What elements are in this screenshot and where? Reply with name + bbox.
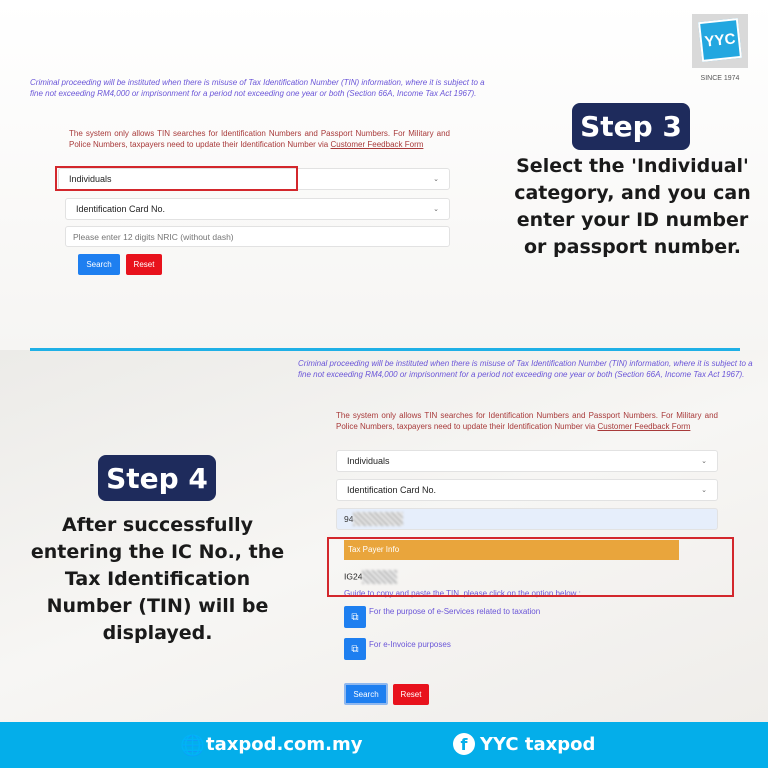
feedback-link[interactable]: Customer Feedback Form xyxy=(330,140,424,149)
chevron-down-icon: ⌄ xyxy=(701,458,707,465)
divider xyxy=(30,348,740,351)
highlight-box xyxy=(327,537,734,597)
copy-icon[interactable]: ⧉ xyxy=(344,638,366,660)
desc-line: displayed. xyxy=(102,622,213,644)
desc-line: enter your ID number xyxy=(516,209,749,231)
search-button[interactable]: Search xyxy=(78,254,120,275)
desc-line: After successfully xyxy=(62,514,253,536)
desc-line: or passport number. xyxy=(523,236,741,258)
step3-description xyxy=(500,153,765,261)
chevron-down-icon: ⌄ xyxy=(701,487,707,494)
category-value: Individuals xyxy=(69,174,112,184)
category-select[interactable] xyxy=(336,450,718,472)
search-note xyxy=(336,410,718,432)
search-button[interactable]: Search xyxy=(344,683,388,705)
copy-icon[interactable]: ⧉ xyxy=(344,606,366,628)
feedback-link[interactable]: Customer Feedback Form xyxy=(597,422,691,431)
nric-input[interactable] xyxy=(65,226,450,247)
redacted xyxy=(353,512,403,526)
tin-value: IG24 xyxy=(344,571,363,582)
step3-badge: Step 3 xyxy=(572,103,690,150)
website-link[interactable]: taxpod.com.my xyxy=(206,734,363,755)
note-text: The system only allows TIN searches for Identification Numbers and Passport Numbers. For Military and Police Numbers, taxpayers need to update their Identification Number via xyxy=(69,129,450,149)
logo xyxy=(692,14,748,68)
id-type-select[interactable] xyxy=(65,198,450,220)
footer xyxy=(0,722,768,768)
taxpayer-info-header: Tax Payer Info xyxy=(344,540,679,560)
facebook-icon: f xyxy=(453,733,475,755)
guide-text: Guide to copy and paste the TIN, please click on the option below : xyxy=(344,589,581,598)
facebook-link[interactable]: YYC taxpod xyxy=(480,734,596,755)
note-text: The system only allows TIN searches for Identification Numbers and Passport Numbers. For Military and Police Numbers, taxpayers need to update their Identification Number via xyxy=(336,411,718,431)
reset-button[interactable]: Reset xyxy=(393,684,429,705)
step4-description xyxy=(10,512,305,647)
desc-line: Tax Identification xyxy=(64,568,251,590)
category-value: Individuals xyxy=(347,456,390,466)
reset-button[interactable]: Reset xyxy=(126,254,162,275)
option-einvoice: For e-Invoice purposes xyxy=(369,640,451,649)
id-type-value: Identification Card No. xyxy=(347,485,437,495)
globe-icon: 🌐 xyxy=(180,733,205,757)
id-type-select[interactable] xyxy=(336,479,718,501)
warning-text: Criminal proceeding will be instituted when there is misuse of Tax Identification Number (TIN) information, where it is subject to a fine not exceeding RM4,000 or imprisonment for a period not exceeding one year or both (Section 66A, Income Tax Act 1967). xyxy=(298,359,753,379)
logo-since: SINCE 1974 xyxy=(700,75,740,82)
warning-text: Criminal proceeding will be instituted when there is misuse of Tax Identification Number (TIN) information, where it is subject to a fine not exceeding RM4,000 or imprisonment for a period not exceeding one year or both (Section 66A, Income Tax Act 1967). xyxy=(30,78,485,98)
search-note xyxy=(69,128,450,150)
desc-line: entering the IC No., the xyxy=(30,541,285,563)
logo-mark: YYC xyxy=(698,18,742,62)
ic-value: 94 xyxy=(344,514,354,524)
highlight-box xyxy=(55,166,298,191)
option-eservices: For the purpose of e-Services related to taxation xyxy=(369,607,541,616)
chevron-down-icon: ⌄ xyxy=(433,206,439,213)
desc-line: Number (TIN) will be xyxy=(46,595,269,617)
desc-line: Select the 'Individual' xyxy=(516,155,749,177)
nric-input[interactable] xyxy=(336,508,718,530)
step4-badge: Step 4 xyxy=(98,455,216,501)
id-type-value: Identification Card No. xyxy=(76,204,166,214)
desc-line: category, and you can xyxy=(514,182,751,204)
chevron-down-icon: ⌄ xyxy=(433,176,439,183)
